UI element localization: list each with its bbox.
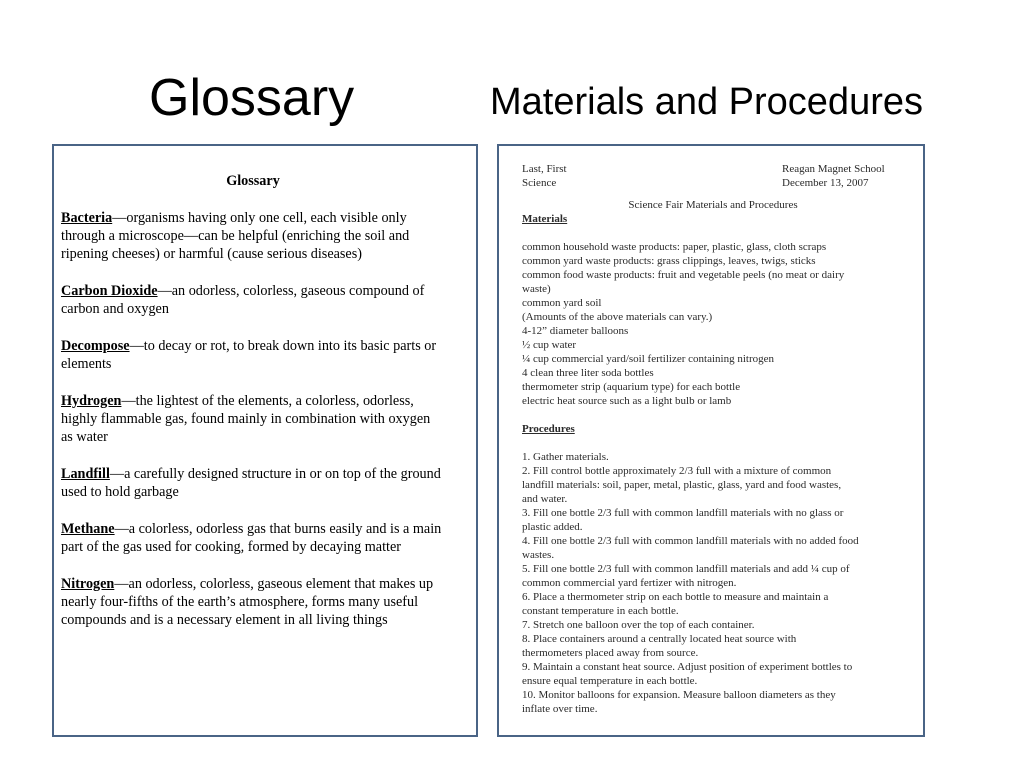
glossary-definition: —an odorless, colorless, gaseous compound of carbon and oxygen [61, 282, 425, 318]
materials-procedures-text [522, 162, 904, 716]
glossary-definition: —an odorless, colorless, gaseous element that makes up nearly four-fifths of the earth’s atmosphere, forms many useful compounds and is a necessary element in all living things [61, 575, 434, 629]
materials-line: 4-12” diameter balloons [522, 325, 629, 337]
glossary-slide-title: Glossary [149, 69, 355, 127]
glossary-definition: —a carefully designed structure in or on top of the ground used to hold garbage [61, 465, 441, 501]
glossary-term: Bacteria [61, 209, 113, 226]
procedure-line: common commercial yard fertizer with nitrogen. [522, 577, 737, 589]
materials-line: (Amounts of the above materials can vary.) [522, 311, 713, 323]
materials-line: electric heat source such as a light bulb or lamb [522, 395, 732, 407]
subject: Science [522, 177, 557, 189]
procedure-line: plastic added. [522, 521, 583, 533]
school-name: Reagan Magnet School [782, 163, 885, 175]
materials-line: ¼ cup commercial yard/soil fertilizer containing nitrogen [522, 353, 774, 365]
doc-header-row [522, 176, 904, 190]
doc-date: December 13, 2007 [782, 177, 869, 189]
glossary-heading: Glossary [226, 173, 280, 189]
procedure-line: 10. Monitor balloons for expansion. Measure balloon diameters as they [522, 689, 836, 701]
materials-line: thermometer strip (aquarium type) for each bottle [522, 381, 741, 393]
glossary-entry-nitrogen [61, 575, 445, 630]
glossary-entry-bacteria [61, 209, 445, 264]
glossary-entry-landfill [61, 465, 445, 502]
procedure-line: wastes. [522, 549, 555, 561]
glossary-document [52, 144, 478, 737]
student-name: Last, First [522, 163, 567, 175]
procedure-line: 8. Place containers around a centrally located heat source with [522, 633, 797, 645]
glossary-definition: —a colorless, odorless gas that burns easily and is a main part of the gas used for cooking, formed by decaying matter [61, 520, 442, 555]
glossary-definition: —the lightest of the elements, a colorless, odorless, highly flammable gas, found mainly in combination with oxygen as water [61, 392, 431, 446]
materials-line: ½ cup water [522, 339, 577, 351]
glossary-term: Decompose [61, 337, 130, 354]
procedure-line: landfill materials: soil, paper, metal, plastic, glass, yard and food wastes, [522, 479, 842, 491]
materials-line: common yard waste products: grass clippings, leaves, twigs, sticks [522, 255, 816, 267]
glossary-term: Methane [61, 520, 115, 537]
materials-line: 4 clean three liter soda bottles [522, 367, 654, 379]
procedure-line: constant temperature in each bottle. [522, 605, 679, 617]
procedure-line: ensure equal temperature in each bottle. [522, 675, 698, 687]
glossary-definition: —to decay or rot, to break down into its basic parts or elements [61, 337, 437, 372]
glossary-term: Landfill [61, 465, 110, 482]
procedure-line: 6. Place a thermometer strip on each bottle to measure and maintain a [522, 591, 829, 603]
doc-title: Science Fair Materials and Procedures [628, 199, 798, 211]
materials-slide-title: Materials and Procedures [490, 81, 923, 123]
procedure-line: 5. Fill one bottle 2/3 full with common landfill materials and add ¼ cup of [522, 563, 850, 575]
procedure-line: 1. Gather materials. [522, 451, 609, 463]
materials-line: common food waste products: fruit and vegetable peels (no meat or dairy [522, 269, 845, 281]
procedure-line: 9. Maintain a constant heat source. Adjust position of experiment bottles to [522, 661, 853, 673]
glossary-term: Carbon Dioxide [61, 282, 158, 299]
procedure-line: inflate over time. [522, 703, 598, 715]
procedures-heading: Procedures [522, 423, 575, 435]
glossary-entry-methane [61, 520, 445, 557]
doc-header-row [522, 162, 904, 176]
procedure-line: 2. Fill control bottle approximately 2/3 full with a mixture of common [522, 465, 832, 477]
procedure-line: 3. Fill one bottle 2/3 full with common landfill materials with no glass or [522, 507, 844, 519]
materials-heading: Materials [522, 213, 568, 225]
procedure-line: thermometers placed away from source. [522, 647, 699, 659]
glossary-term: Nitrogen [61, 575, 115, 592]
glossary-term: Hydrogen [61, 392, 122, 409]
glossary-text [61, 172, 445, 648]
materials-procedures-document [497, 144, 925, 737]
materials-line: common yard soil [522, 297, 602, 309]
procedure-line: and water. [522, 493, 568, 505]
procedure-line: 4. Fill one bottle 2/3 full with common landfill materials with no added food [522, 535, 859, 547]
glossary-entry-decompose [61, 337, 445, 374]
glossary-entry-carbon-dioxide [61, 282, 445, 319]
procedure-line: 7. Stretch one balloon over the top of each container. [522, 619, 755, 631]
glossary-entry-hydrogen [61, 392, 445, 447]
materials-line: waste) [522, 283, 551, 295]
materials-line: common household waste products: paper, plastic, glass, cloth scraps [522, 241, 827, 253]
glossary-definition: —organisms having only one cell, each visible only through a microscope—can be helpful (enriching the soil and ripening cheeses) or harmful (cause serious diseases) [61, 209, 410, 263]
